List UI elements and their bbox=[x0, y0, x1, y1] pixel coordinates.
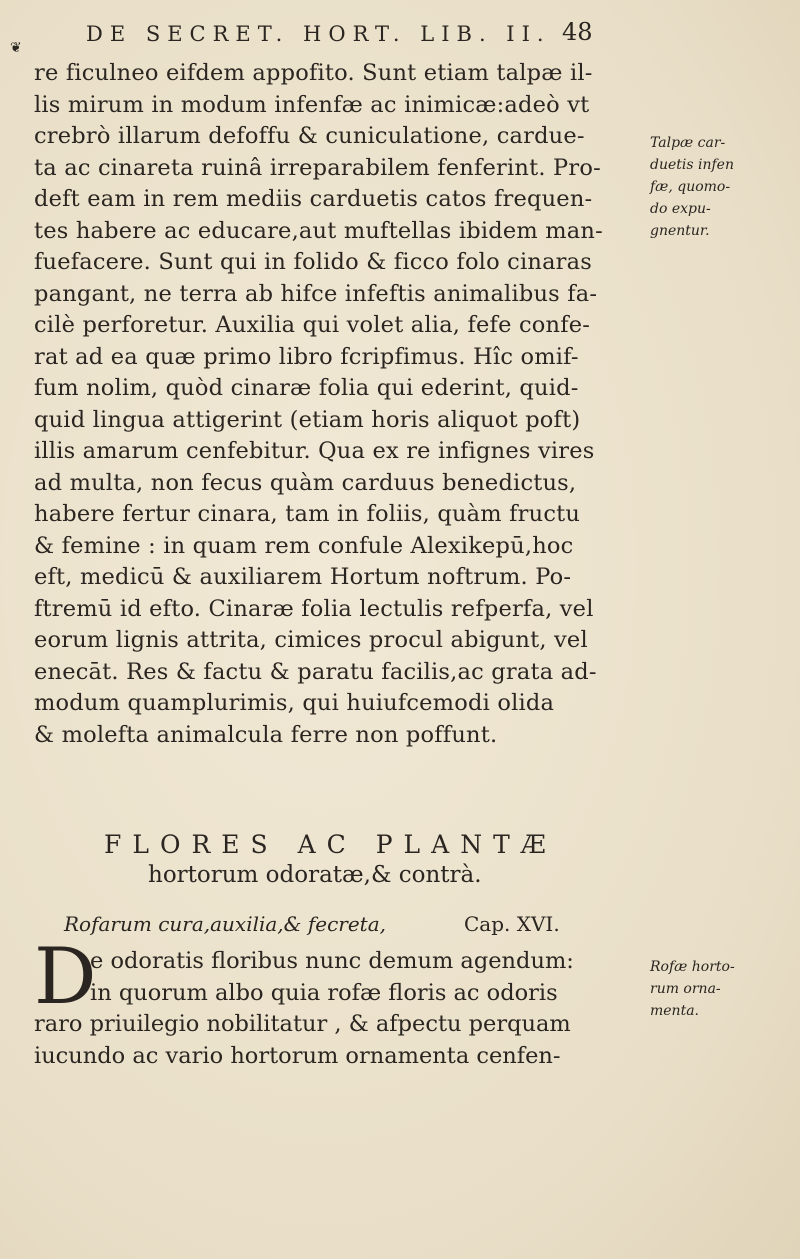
marginal-line: Rofæ horto- bbox=[650, 959, 735, 975]
marginal-line: gnentur. bbox=[650, 223, 710, 239]
text-line: iucundo ac vario hortorum ornamenta cenfen- bbox=[34, 1042, 561, 1069]
text-line: fuefacere. Sunt qui in folido & ficco folo cinaras bbox=[34, 249, 592, 275]
chapter-heading bbox=[64, 912, 560, 936]
chapter-title: Rofarum cura,auxilia,& fecreta, bbox=[64, 912, 386, 936]
text-line: tes habere ac educare,aut muftellas ibidem man- bbox=[34, 217, 603, 244]
marginal-line: Talpæ car- bbox=[650, 135, 726, 151]
text-line: lis mirum in modum infenfæ ac inimicæ:adeò vt bbox=[34, 91, 590, 118]
marginal-line: rum orna- bbox=[650, 981, 721, 997]
marginal-line: do expu- bbox=[650, 201, 711, 217]
text-line: cilè perforetur. Auxilia qui volet alia, fefe confe- bbox=[34, 312, 591, 338]
page-number: 48 bbox=[562, 18, 593, 46]
text-line: & molefta animalcula ferre non poffunt. bbox=[34, 721, 498, 748]
text-line: ftremū id efto. Cinaræ folia lectulis refperfa, vel bbox=[34, 595, 594, 622]
drop-cap: D bbox=[34, 932, 97, 1022]
marginal-note-talpae bbox=[650, 132, 790, 242]
text-line: ta ac cinareta ruinâ irreparabilem fenferint. Pro- bbox=[34, 154, 601, 181]
text-line: ad multa, non fecus quàm carduus benedictus, bbox=[34, 469, 577, 496]
text-line: raro priuilegio nobilitatur , & afpectu perquam bbox=[34, 1011, 571, 1037]
main-paragraph bbox=[34, 58, 619, 751]
marginal-line: menta. bbox=[650, 1003, 699, 1019]
section-subtitle: hortorum odoratæ,& contrà. bbox=[148, 862, 482, 888]
marginal-note-rosae bbox=[650, 956, 790, 1022]
chapter-number: Cap. XVI. bbox=[464, 912, 560, 936]
text-line: deft eam in rem mediis carduetis catos frequen- bbox=[34, 186, 593, 212]
running-head-title: DE SECRET. HORT. LIB. II. bbox=[86, 22, 551, 46]
text-line: & femine : in quam rem confule Alexikepū,hoc bbox=[34, 532, 574, 559]
text-line: pangant, ne terra ab hifce infeftis animalibus fa- bbox=[34, 280, 598, 307]
chapter-paragraph bbox=[34, 946, 619, 1072]
text-line: modum quamplurimis, qui huiufcemodi olida bbox=[34, 690, 555, 716]
marginal-line: fæ, quomo- bbox=[650, 179, 731, 195]
section-title: FLORES AC PLANTÆ bbox=[104, 830, 557, 859]
text-line: enecāt. Res & factu & paratu facilis,ac grata ad- bbox=[34, 658, 597, 685]
running-head bbox=[86, 18, 686, 46]
text-line: habere fertur cinara, tam in foliis, quàm fructu bbox=[34, 501, 581, 527]
text-line: eorum lignis attrita, cimices procul abigunt, vel bbox=[34, 627, 588, 653]
text-line: fum nolim, quòd cinaræ folia qui ederint, quid- bbox=[34, 375, 579, 401]
marginal-line: duetis infen bbox=[650, 157, 734, 173]
printer-mark-icon: ❦ bbox=[10, 40, 22, 56]
text-line: rat ad ea quæ primo libro fcripfimus. Hîc omif- bbox=[34, 343, 579, 370]
text-line: crebrò illarum defoffu & cuniculatione, cardue- bbox=[34, 123, 585, 149]
text-line: in quorum albo quia rofæ floris ac odoris bbox=[90, 979, 558, 1006]
text-line: quid lingua attigerint (etiam horis aliquot poft) bbox=[34, 406, 581, 433]
text-line: illis amarum cenfebitur. Qua ex re infignes vires bbox=[34, 438, 595, 464]
text-line: eft, medicū & auxiliarem Hortum noftrum. Po- bbox=[34, 564, 572, 590]
text-line: re ficulneo eifdem appofito. Sunt etiam talpæ il- bbox=[34, 60, 593, 86]
text-line: e odoratis floribus nunc demum agendum: bbox=[90, 948, 574, 974]
